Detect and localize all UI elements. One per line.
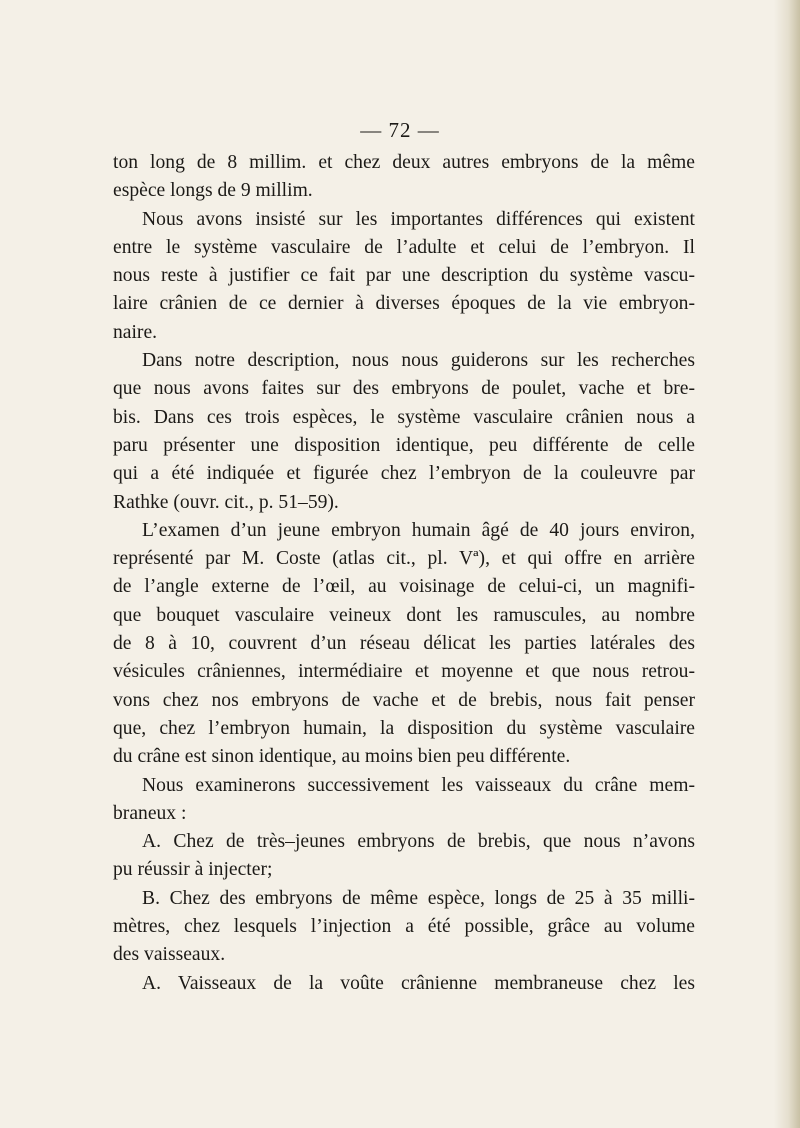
text-line: pu réussir à injecter;	[113, 859, 273, 881]
text-line: de 8 à 10, couvrent d’un réseau délicat les parties latérales des	[113, 633, 695, 655]
text-line: de l’angle externe de l’œil, au voisinage de celui-ci, un magnifi-	[113, 576, 695, 598]
text-line: espèce longs de 9 millim.	[113, 180, 313, 202]
text-line: B. Chez des embryons de même espèce, longs de 25 à 35 milli-	[142, 887, 695, 909]
page-number: — 72 —	[360, 118, 440, 142]
text-line: du crâne est sinon identique, au moins bien peu différente.	[113, 746, 571, 768]
text-line: Dans notre description, nous nous guiderons sur les recherches	[142, 350, 695, 372]
text-line: naire.	[113, 321, 158, 343]
text-line: Rathke (ouvr. cit., p. 51–59).	[113, 491, 339, 513]
text-line: L’examen d’un jeune embryon humain âgé de 40 jours environ,	[142, 519, 695, 541]
text-line: Nous avons insisté sur les importantes différences qui existent	[142, 208, 695, 230]
body-text	[113, 149, 695, 998]
text-line: entre le système vasculaire de l’adulte et celui de l’embryon. Il	[113, 236, 695, 258]
page-edge-shadow	[774, 0, 800, 1128]
text-line: vésicules crâniennes, intermédiaire et moyenne et que nous retrou-	[113, 661, 695, 683]
text-line: mètres, chez lesquels l’injection a été possible, grâce au volume	[113, 916, 695, 938]
text-line: laire crânien de ce dernier à diverses époques de la vie embryon-	[113, 293, 695, 315]
text-line: ton long de 8 millim. et chez deux autres embryons de la même	[113, 152, 695, 173]
text-line: braneux :	[113, 802, 187, 824]
text-line: représenté par M. Coste (atlas cit., pl. Vª), et qui offre en arrière	[113, 548, 695, 570]
text-line: nous reste à justifier ce fait par une description du système vascu-	[113, 265, 695, 287]
text-line: paru présenter une disposition identique, peu différente de celle	[113, 434, 695, 456]
text-line: que bouquet vasculaire veineux dont les ramuscules, au nombre	[113, 604, 695, 626]
text-line: des vaisseaux.	[113, 944, 226, 966]
text-line: que, chez l’embryon humain, la disposition du système vasculaire	[113, 717, 695, 739]
text-line: bis. Dans ces trois espèces, le système vasculaire crânien nous a	[113, 406, 695, 428]
text-line: Nous examinerons successivement les vaisseaux du crâne mem-	[142, 774, 695, 796]
text-line: vons chez nos embryons de vache et de brebis, nous fait penser	[113, 689, 695, 711]
text-line: A. Chez de très–jeunes embryons de brebis, que nous n’avons	[142, 831, 695, 853]
text-line: A. Vaisseaux de la voûte crânienne membraneuse chez les	[142, 972, 695, 994]
text-line: que nous avons faites sur des embryons de poulet, vache et bre-	[113, 378, 695, 400]
text-line: qui a été indiquée et figurée chez l’embryon de la couleuvre par	[113, 463, 695, 485]
